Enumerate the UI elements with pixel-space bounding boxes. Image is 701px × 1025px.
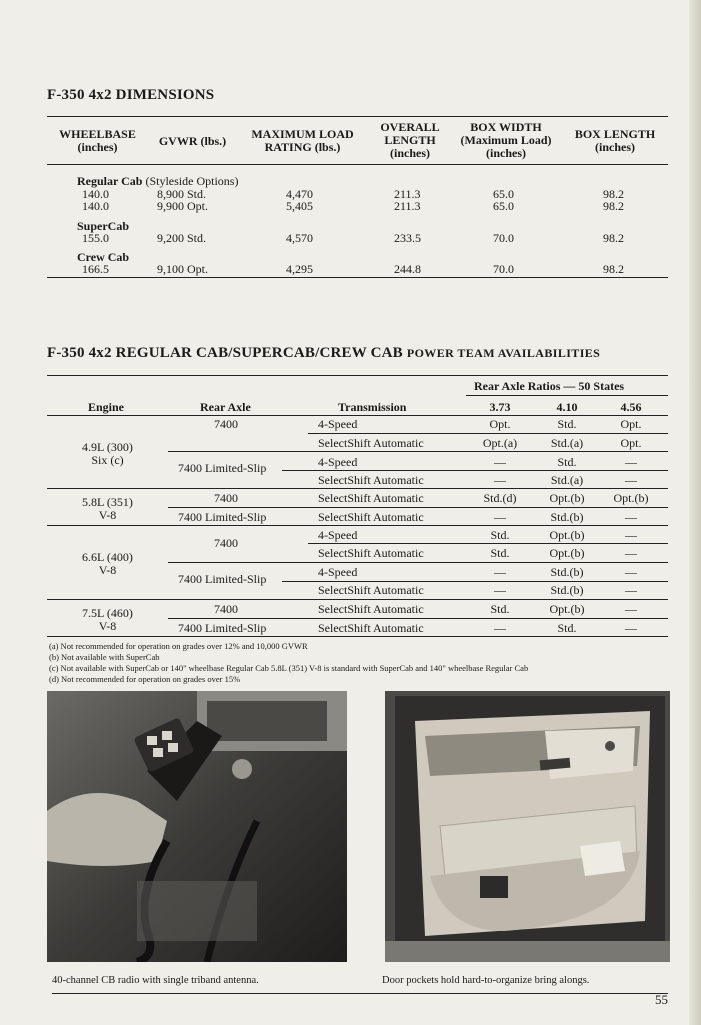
dim-wheelbase: 155.0 [82,231,109,245]
dim-overall-length: 244.8 [394,262,421,276]
ratio-cell: Std. [557,621,577,635]
row-rule [308,581,668,582]
dim-max-load: 4,295 [286,262,313,276]
transmission-cell: SelectShift Automatic [318,436,424,450]
group-label-crew-cab: Crew Cab [77,250,130,264]
page-number: 55 [655,992,668,1007]
axle-label: 7400 [214,491,238,505]
dimensions-header-rule [47,164,668,165]
ratio-cell: — [494,510,506,524]
engine-rule [47,599,668,600]
right-photo-caption: Door pockets hold hard-to-organize bring alongs. [382,975,590,986]
engine-66l: 6.6L (400) V-8 [82,550,133,577]
transmission-cell: SelectShift Automatic [318,583,424,597]
axle-tick [282,581,308,582]
dim-gvwr: 9,100 Opt. [157,262,208,276]
col-engine: Engine [88,400,125,414]
ratio-cell: Opt. [620,436,642,450]
axle-subrule [168,618,668,619]
footnote-d: (d) Not recommended for operation on grades over 15% [49,674,241,684]
ratio-cell: — [494,565,506,579]
col-rear-axle: Rear Axle [200,400,251,414]
dim-overall-length: 211.3 [394,187,421,201]
transmission-cell: 4-Speed [318,565,358,579]
page-edge [689,0,701,1025]
ratio-cell: Std. [490,528,510,542]
ratio-cell: — [625,510,637,524]
ratios-header-rule [466,395,668,396]
ratio-cell: Std.(d) [483,491,517,505]
dim-box-width: 65.0 [493,199,514,213]
transmission-cell: SelectShift Automatic [318,491,424,505]
col-ratio-456: 4.56 [620,400,642,414]
dim-box-length: 98.2 [603,231,624,245]
dim-gvwr: 9,900 Opt. [157,199,208,213]
row-rule [308,451,668,452]
ratio-cell: — [625,528,637,542]
ratio-cell: Opt.(a) [482,436,518,450]
dim-box-length: 98.2 [603,199,624,213]
dimensions-title: F-350 4x2 DIMENSIONS [47,87,215,103]
transmission-cell: SelectShift Automatic [318,602,424,616]
ratio-cell: Std. [557,455,577,469]
ratio-cell: Std. [490,546,510,560]
header-box-length: BOX LENGTH (inches) [574,127,656,154]
axle-subrule [168,562,668,563]
axle-rule [168,451,308,452]
transmission-cell: 4-Speed [318,417,358,431]
ratio-cell: — [494,473,506,487]
transmission-cell: 4-Speed [318,528,358,542]
dim-gvwr: 9,200 Std. [157,231,207,245]
header-max-load: MAXIMUM LOAD RATING (lbs.) [251,127,354,154]
footnote-c: (c) Not available with SuperCab or 140" wheelbase Regular Cab 5.8L (351) V-8 is standard with SuperCab and 140" wheelbase Regular Cab [49,663,529,673]
engine-58l: 5.8L (351) V-8 [82,495,133,522]
dim-overall-length: 233.5 [394,231,421,245]
ratio-cell: Std. [490,602,510,616]
ratio-cell: Opt.(b) [549,491,585,505]
col-transmission: Transmission [338,400,407,414]
ratio-cell: Opt.(b) [549,528,585,542]
ratio-cell: — [625,546,637,560]
dim-box-width: 70.0 [493,231,514,245]
ratio-cell: Opt.(b) [613,491,649,505]
ratio-cell: — [625,602,637,616]
axle-label: 7400 Limited-Slip [178,572,267,586]
transmission-cell: SelectShift Automatic [318,546,424,560]
dim-wheelbase: 140.0 [82,187,109,201]
ratio-cell: Opt.(b) [549,602,585,616]
dim-box-length: 98.2 [603,262,624,276]
row-rule [308,433,668,434]
dim-max-load: 4,570 [286,231,313,245]
axle-label: 7400 Limited-Slip [178,461,267,475]
group-label-supercab: SuperCab [77,219,130,233]
axle-label: 7400 [214,417,238,431]
ratio-cell: — [625,565,637,579]
power-team-header-rule [47,415,668,416]
engine-rule [47,525,668,526]
ratios-header: Rear Axle Ratios — 50 States [474,379,625,393]
dim-max-load: 5,405 [286,199,313,213]
axle-label: 7400 [214,602,238,616]
ratio-cell: Std.(b) [550,583,584,597]
col-ratio-373: 3.73 [489,400,511,414]
ratio-cell: Std.(b) [550,565,584,579]
ratio-cell: Opt.(b) [549,546,585,560]
axle-tick [282,470,308,471]
dimensions-top-rule [47,116,668,117]
header-wheelbase: WHEELBASE (inches) [59,127,136,154]
engine-rule [47,488,668,489]
page-bottom-rule [52,993,668,994]
dim-wheelbase: 140.0 [82,199,109,213]
cb-radio-photo [47,691,347,962]
dim-box-width: 65.0 [493,187,514,201]
transmission-cell: SelectShift Automatic [318,473,424,487]
footnote-b: (b) Not available with SuperCab [49,652,160,662]
transmission-cell: 4-Speed [318,455,358,469]
ratio-cell: Std.(b) [550,510,584,524]
axle-label: 7400 Limited-Slip [178,510,267,524]
transmission-cell: SelectShift Automatic [318,621,424,635]
header-overall-length: OVERALL LENGTH (inches) [380,120,440,160]
door-pocket-photo [385,691,670,962]
ratio-cell: — [494,583,506,597]
power-team-top-rule [47,375,668,376]
dim-gvwr: 8,900 Std. [157,187,207,201]
dim-overall-length: 211.3 [394,199,421,213]
axle-label: 7400 [214,536,238,550]
axle-label: 7400 Limited-Slip [178,621,267,635]
row-rule [308,470,668,471]
ratio-cell: Opt. [620,417,642,431]
axle-subrule [168,507,668,508]
header-gvwr: GVWR (lbs.) [158,134,227,148]
ratio-cell: — [625,621,637,635]
ratio-cell: — [625,473,637,487]
footnote-a: (a) Not recommended for operation on grades over 12% and 10,000 GVWR [49,641,308,651]
engine-75l: 7.5L (460) V-8 [82,606,133,633]
ratio-cell: — [625,583,637,597]
ratio-cell: Std. [557,417,577,431]
dimensions-bottom-rule [47,277,668,278]
header-box-width: BOX WIDTH (Maximum Load) (inches) [460,120,552,160]
dim-wheelbase: 166.5 [82,262,109,276]
dim-box-length: 98.2 [603,187,624,201]
row-rule [308,543,668,544]
dim-box-width: 70.0 [493,262,514,276]
ratio-cell: Std.(a) [550,436,584,450]
ratio-cell: Std.(a) [550,473,584,487]
power-team-title: F-350 4x2 REGULAR CAB/SUPERCAB/CREW CAB POWER TEAM AVAILABILITIES [47,345,601,361]
ratio-cell: — [494,455,506,469]
ratio-cell: — [625,455,637,469]
ratio-cell: — [494,621,506,635]
dim-max-load: 4,470 [286,187,313,201]
engine-49l: 4.9L (300) Six (c) [82,440,133,467]
left-photo-caption: 40-channel CB radio with single triband antenna. [52,975,259,986]
transmission-cell: SelectShift Automatic [318,510,424,524]
col-ratio-410: 4.10 [556,400,578,414]
power-team-bottom-rule [47,636,668,637]
group-label-regular-cab: Regular Cab (Styleside Options) [77,174,239,188]
ratio-cell: Opt. [489,417,511,431]
